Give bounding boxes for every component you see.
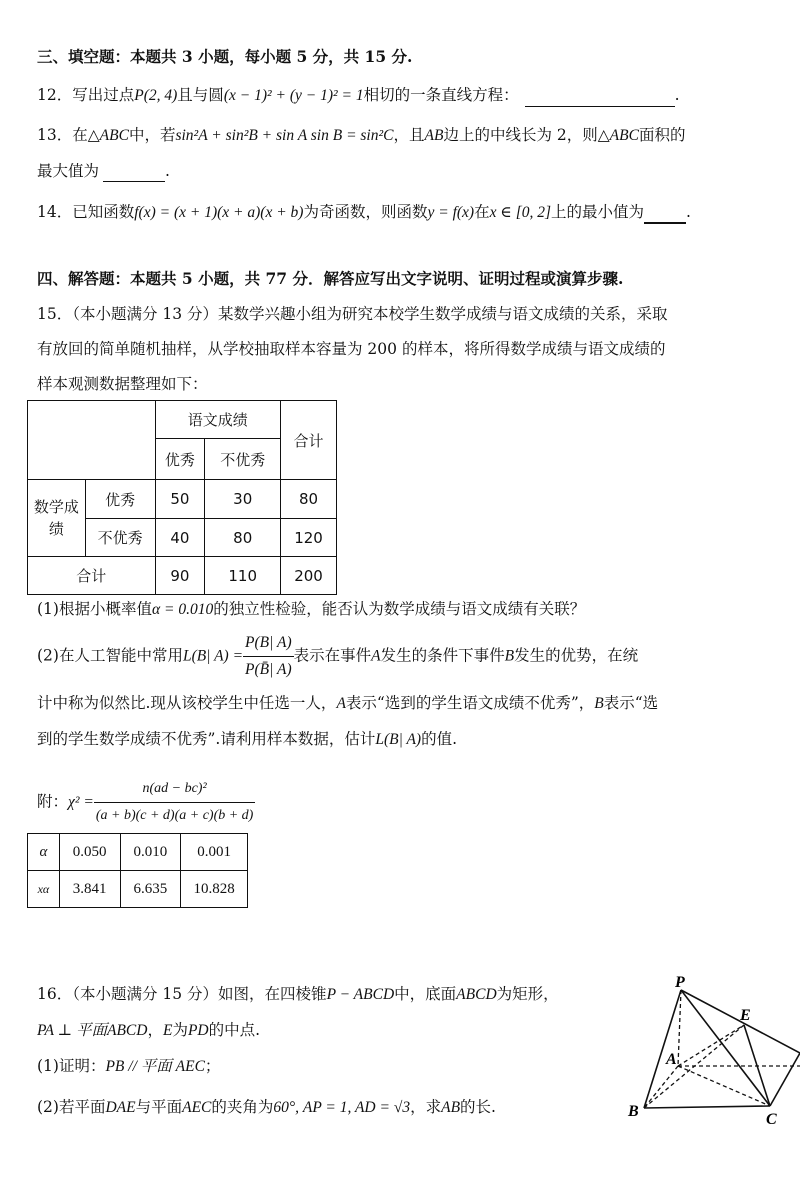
q15-line2: 有放回的简单随机抽样，从学校抽取样本容量为 200 的样本，将所得数学成绩与语文成绩的 [37,340,666,358]
table-cell: 120 [281,519,337,557]
q15-p2-text-c: 发生的条件下事件 [380,646,505,665]
q13-text-d: 边上的中线长为 2，则 [443,126,598,144]
alpha-label: α [28,834,60,871]
q16-plane-aec: AEC [182,1099,212,1116]
question-13-line1 [37,124,685,147]
table-cell: 10.828 [181,871,248,908]
pyramid-figure [620,970,800,1130]
q13-number: 13． [37,126,73,144]
q14-function: f(x) = (x + 1)(x + a)(x + b) [134,204,304,221]
q12-number: 12． [37,86,73,104]
q15-event-b: B [504,647,515,665]
edge-pa [678,990,681,1066]
q12-answer-blank[interactable] [525,92,675,107]
q12-text-c: 相切的一条直线方程： [363,86,519,104]
q13-equation: sin²A + sin²B + sin A sin B = sin²C [175,127,394,144]
question-13-line2 [37,160,170,182]
edge-ab [644,1066,678,1108]
q16-p2-e: 的长. [460,1098,496,1116]
label-c: C [766,1111,777,1128]
q16-p1-b: ； [204,1057,221,1075]
table-cell: 6.635 [120,871,181,908]
q15-likelihood-lhs: L(B| A) = [182,647,244,665]
table-cell: 0.001 [181,834,248,871]
q16-plane-dae: DAE [105,1099,136,1116]
q15-part2-line3 [37,728,457,751]
q12-text-b: 且与圆 [177,86,224,104]
q15-p2-line2-c: 表示“选 [603,694,659,712]
q16-p2-b: 与平面 [135,1098,183,1116]
q15-alpha: α = 0.010 [151,601,214,618]
q16-p2-c: 的夹角为 [211,1098,274,1116]
q15-p2-line2-event-b: B [594,695,604,712]
q14-answer-blank[interactable] [644,208,686,224]
q12-circle: (x − 1)² + (y − 1)² = 1 [223,87,364,104]
q13-end: . [165,162,170,180]
q16-line2-a: ， [147,1021,163,1039]
q15-part2-line1 [37,630,638,683]
q15-likelihood-fraction [243,630,294,683]
chi-lhs: χ² = [68,793,94,811]
q15-event-a: A [371,647,381,665]
q16-line1-b: 中，底面 [394,985,457,1003]
q16-line1 [37,983,559,1006]
q15-p2-line3-a: 到的学生数学成绩不优秀”.请利用样本数据，估计 [37,730,376,748]
q15-p2-line2-a: 计中称为似然比.现从该校学生中任选一人， [37,694,337,712]
col-not-excellent: 不优秀 [205,439,281,480]
table-cell: 80 [281,480,337,519]
q14-y: y = f(x) [427,204,475,221]
table-cell: 3.841 [59,871,120,908]
header-total: 合计 [281,401,337,480]
q16-line2-c: 的中点. [208,1021,261,1039]
q16-p1-math: PB // 平面 AEC [105,1058,205,1075]
section4-heading: 四、解答题：本题共 5 小题，共 77 分．解答应写出文字说明、证明过程或演算步骤. [37,269,624,288]
label-b: B [628,1103,639,1120]
q14-text-b: 为奇函数，则函数 [303,203,428,221]
q15-p2-text-d: 发生的优势，在统 [514,646,639,665]
q16-part1 [37,1055,220,1078]
edge-ac [678,1066,770,1106]
label-p: P [675,974,685,991]
q13-ab: AB [424,127,444,144]
q14-text-c: 在 [474,203,490,221]
edge-cd [770,1053,800,1106]
q15-p2-text-a: (2)在人工智能中常用 [37,646,183,665]
label-e: E [740,1007,751,1024]
table-cell: 90 [155,557,205,595]
q13-triangle-2: △ABC [597,127,639,144]
q15-p2-line2-b: 表示“选到的学生语文成绩不优秀”， [345,694,595,712]
q13-text-b: 中，若 [128,126,176,144]
q16-line2-b: 为 [172,1021,188,1039]
q13-text-a: 在 [72,126,88,144]
q16-part2 [37,1096,496,1119]
q16-conditions: 60°, AP = 1, AD = √3 [273,1099,411,1116]
table-cell: 0.010 [120,834,181,871]
q15-p2-line3-math: L(B| A) [375,731,422,748]
q16-point-e: E [162,1022,173,1039]
q16-p2-a: (2)若平面 [37,1098,106,1116]
chi-numerator: n(ad − bc)² [94,776,256,803]
q15-fraction-denominator: P(B̄| A) [245,661,292,678]
appendix-label: 附： [37,792,69,811]
q16-p1-a: (1)证明： [37,1057,106,1075]
table-cell: 80 [205,519,281,557]
q15-p2-line3-b: 的值. [421,730,458,748]
table-corner [28,401,156,480]
q15-part2-line2 [37,692,658,715]
q15-p1-text-b: 的独立性检验，能否认为数学成绩与语文成绩有关联？ [213,600,586,618]
q12-end: . [674,86,680,104]
q14-end: . [686,203,691,221]
q16-line2 [37,1019,260,1042]
table-cell: 40 [155,519,205,557]
chi-denominator: (a + b)(c + d)(a + c)(b + d) [95,808,254,823]
table-cell: 50 [155,480,205,519]
q13-text-c: ，且 [393,126,425,144]
edge-pb [644,990,681,1108]
edge-pc [681,990,770,1106]
q15-p2-text-b: 表示在事件 [293,646,372,665]
row-not-excellent: 不优秀 [85,519,155,557]
header-yuwen: 语文成绩 [155,401,281,439]
q16-perpendicular: PA ⊥ 平面ABCD [37,1022,148,1039]
x-alpha-label: xα [28,871,60,908]
q14-text-a: 已知函数 [72,203,135,221]
q16-pyramid: P − ABCD [326,986,395,1003]
label-a: A [666,1051,677,1068]
table-cell: 0.050 [59,834,120,871]
q16-segment-ab: AB [441,1099,461,1116]
q12-point: P(2, 4) [134,87,178,104]
question-12 [37,84,680,107]
q14-domain: x ∈ [0, 2] [489,204,552,221]
table-cell: 110 [205,557,281,595]
col-excellent: 优秀 [155,439,205,480]
section3-heading: 三、填空题：本题共 3 小题，每小题 5 分，共 15 分. [37,47,413,66]
q15-line1: 15．（本小题满分 13 分）某数学兴趣小组为研究本校学生数学成绩与语文成绩的关系，采取 [37,305,668,323]
q13-triangle: △ABC [87,127,129,144]
q16-segment-pd: PD [187,1022,209,1039]
critical-value-table [27,833,248,908]
contingency-table [27,400,337,595]
q13-line2: 最大值为 [37,162,100,180]
row-group-math: 数学成绩 [28,480,86,557]
row-total: 合计 [28,557,156,595]
q15-fraction-numerator: P(B| A) [243,630,294,657]
q12-text-a: 写出过点 [72,86,135,104]
q15-line3: 样本观测数据整理如下： [37,375,208,393]
chi-fraction [94,776,256,829]
q16-base: ABCD [456,986,497,1003]
q13-answer-blank[interactable] [103,167,165,182]
q16-line1-a: 16．（本小题满分 15 分）如图，在四棱锥 [37,985,327,1003]
q16-p2-d: ，求 [410,1098,442,1116]
q16-line1-c: 为矩形， [496,985,559,1003]
chi-square-formula [37,776,255,829]
q14-number: 14． [37,203,73,221]
row-excellent: 优秀 [85,480,155,519]
table-cell: 30 [205,480,281,519]
q15-part1 [37,598,585,621]
q13-text-e: 面积的 [638,126,686,144]
q15-p1-text-a: (1)根据小概率值 [37,600,152,618]
edge-bc [644,1106,770,1108]
table-cell: 200 [281,557,337,595]
question-14 [37,201,691,224]
q14-text-d: 上的最小值为 [551,203,645,221]
q15-p2-line2-event-a: A [336,695,346,712]
